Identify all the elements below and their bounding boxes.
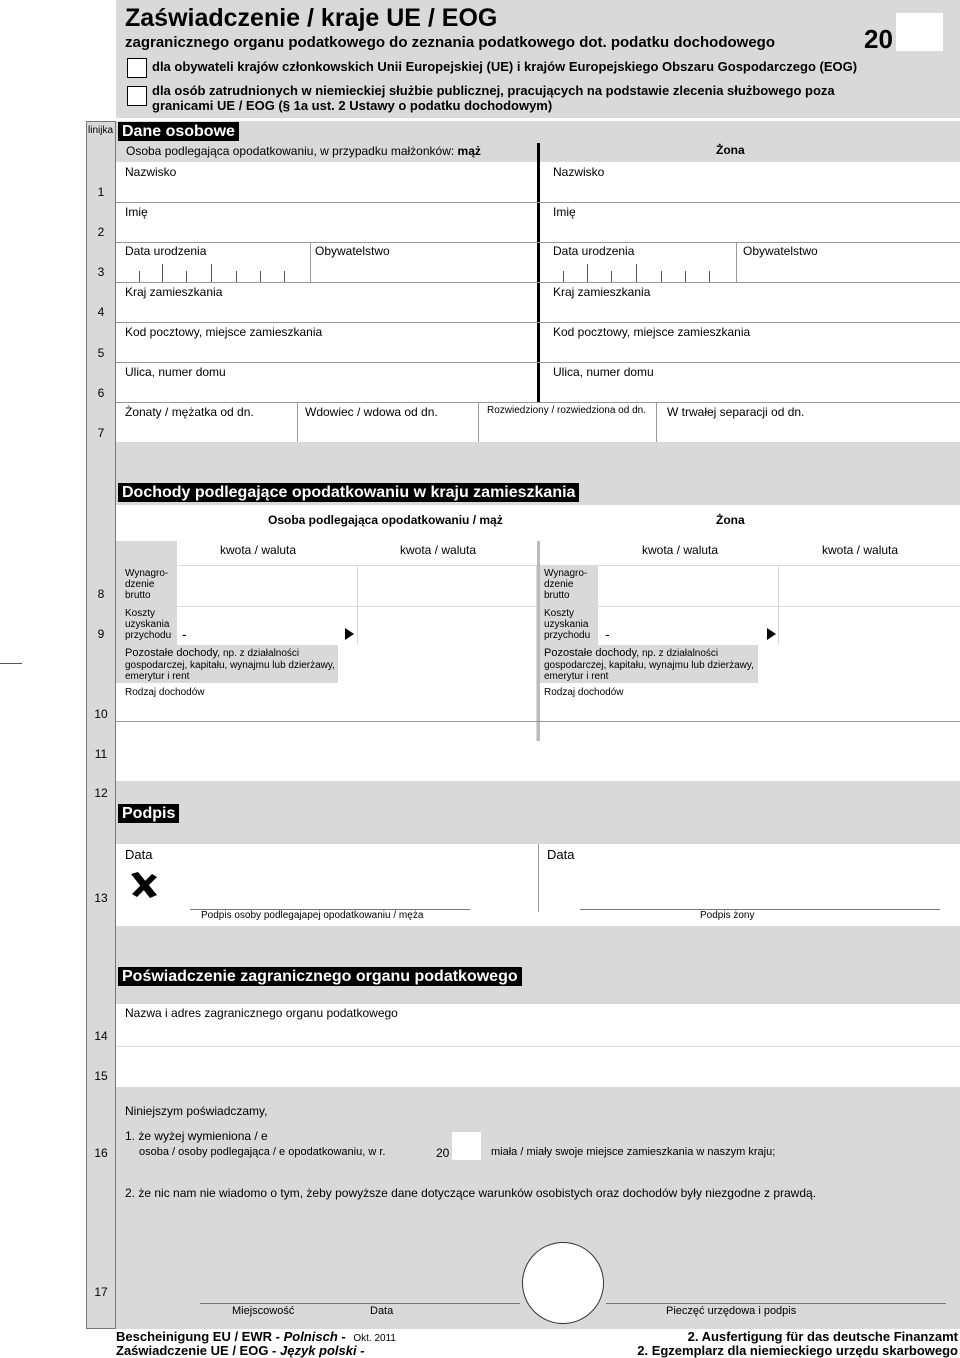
row-number: 12 [94,786,108,800]
costs-currency-input[interactable] [358,607,536,645]
date-tick [186,271,187,282]
divider [310,242,311,282]
date-tick [260,271,261,282]
wife-other-income-label-1 [544,648,718,659]
cert-intro: Niniejszym poświadczamy, [125,1104,268,1118]
row-number: 10 [94,707,108,721]
date-tick [563,271,564,282]
income-center-divider [537,541,540,741]
signature-person-label: Podpis osoby podlegajapej opodatkowaniu / męża [201,910,424,921]
postal-label: Kod pocztowy, miejsce zamieszkania [125,325,323,339]
stamp-circle [522,1242,604,1324]
street-label: Ulica, numer domu [125,365,226,379]
place-field[interactable] [200,1268,350,1302]
row-number: 3 [97,265,105,279]
option-public-service-label-2: granicami UE / EOG (§ 1a ust. 2 Ustawy o podatku dochodowym) [152,98,553,113]
wife-costs-amount-input[interactable] [598,607,778,645]
gross-label-3: brutto [125,590,151,601]
gross-amount-input[interactable] [177,566,357,606]
year-input[interactable] [896,13,943,51]
gross-label-2: dzenie [125,579,155,590]
firstname-label: Imię [125,205,148,219]
costs-label-1: Koszty [125,608,156,619]
tax-office-address-field[interactable] [116,1047,960,1087]
cert-year-prefix: 20 [436,1146,450,1160]
divider [736,242,737,282]
wife-costs-currency-input[interactable] [779,607,960,645]
footer-left-2-italic: Język polski - [280,1343,365,1358]
divider [116,402,960,403]
stamp-line [606,1303,946,1304]
row-number: 7 [97,426,105,440]
wife-income-type-label: Rodzaj dochodów [544,687,624,698]
wife-other-income-bold: Pozostałe dochody, [544,647,640,659]
income-wife-header: Żona [716,513,745,527]
other-income-label-3: emerytur i rent [125,671,190,682]
wife-gross-label-3: brutto [544,590,570,601]
wife-gross-label-2: dzenie [544,579,574,590]
divider [478,402,479,442]
date-tick [587,264,588,282]
divider [116,362,960,363]
wife-other-income-note: np. z działalności [639,648,719,659]
row-number: 9 [97,627,105,641]
footer-right-2: 2. Egzemplarz dla niemieckiego urzędu skarbowego [637,1343,958,1358]
place-label: Miejscowość [232,1305,295,1317]
footer-left-1-text: Bescheinigung EU / EWR - [116,1329,284,1344]
income-row-11[interactable] [116,742,960,780]
wife-signature-line [580,909,940,910]
person-header-text: Osoba podlegająca opodatkowaniu, w przypadku małżonków: [126,144,458,158]
cert-point-2: 2. że nic nam nie wiadomo o tym, żeby powyższe dane dotyczące warunków osobistych oraz dochodów były niezgodne z prawdą. [125,1186,817,1200]
footer-left-1 [116,1329,396,1344]
country-label: Kraj zamieszkania [125,285,223,299]
footer-left-2 [116,1343,365,1358]
amount-header: kwota / waluta [220,543,297,557]
wife-header: Żona [716,143,745,157]
citizenship-label: Obywatelstwo [315,244,390,258]
cert-point-1-line-2: osoba / osoby podlegająca / e opodatkowaniu, w r. [139,1146,386,1158]
wife-gross-amount-input[interactable] [598,566,778,606]
row-number: 1 [97,185,105,199]
divider [116,282,960,283]
date-tick [139,271,140,282]
row-number: 2 [97,225,105,239]
wife-gross-label-1: Wynagro- [544,568,588,579]
date-tick [709,271,710,282]
signature-wife-label: Podpis żony [700,910,755,921]
section-income: Dochody podlegające opodatkowaniu w kraju zamieszkania [118,483,579,502]
date-tick [162,264,163,282]
date-tick [636,264,637,282]
amount-header: kwota / waluta [822,543,899,557]
divorced-label: Rozwiedziony / rozwiedziona od dn. [487,405,646,416]
person-header [126,144,481,158]
wife-other-income-label-3: emerytur i rent [544,671,609,682]
wife-birthdate-label: Data urodzenia [553,244,635,258]
cert-point-1-line-1: 1. że wyżej wymieniona / e [125,1129,268,1143]
divider [116,322,960,323]
income-type-label: Rodzaj dochodów [125,687,205,698]
wife-minus-sign: - [605,626,610,642]
costs-label-2: uzyskania [125,619,170,630]
wife-other-income-input[interactable] [758,645,960,683]
widowed-label: Wdowiec / wdowa od dn. [305,405,438,419]
amount-header: kwota / waluta [400,543,477,557]
minus-sign: - [182,626,187,642]
married-label: Żonaty / mężatka od dn. [125,405,254,419]
other-income-label-2: gospodarczej, kapitału, wynajmu lub dzierżawy, [125,660,335,671]
section-certification: Poświadczenie zagranicznego organu podatkowego [118,967,522,986]
stamp-label: Pieczęć urzędowa i podpis [666,1305,797,1317]
birthdate-label: Data urodzenia [125,244,207,258]
line-column-label: linijka [88,125,114,136]
checkbox-eu-citizens[interactable] [127,58,147,78]
option-public-service-label-1: dla osób zatrudnionych w niemieckiej służbie publicznej, pracujących na podstawie zlecenia służbowego poza [152,83,835,98]
sign-here-icon [128,870,160,900]
divider [656,402,657,442]
divider [538,844,539,912]
costs-amount-input[interactable] [177,607,357,645]
wife-postal-label: Kod pocztowy, miejsce zamieszkania [553,325,751,339]
income-person-header: Osoba podlegająca opodatkowaniu / mąż [268,513,503,527]
footer-right-1: 2. Ausfertigung für das deutsche Finanzamt [687,1329,958,1344]
wife-gross-currency-input[interactable] [779,566,960,606]
divider [116,202,960,203]
footer-left-1-italic: Polnisch - [283,1329,346,1344]
divider [116,721,960,722]
footer-version: Okt. 2011 [353,1333,396,1344]
row-number: 11 [94,747,108,761]
other-income-input[interactable] [338,645,536,683]
date-tick [236,271,237,282]
row-number: 13 [94,891,108,905]
wife-signature-field[interactable] [560,868,940,908]
other-income-note: np. z działalności [220,648,300,659]
date-tick [284,271,285,282]
personal-center-divider [537,143,540,402]
date-tick [211,264,212,282]
option-eu-citizens-label: dla obywateli krajów członkowskich Unii Europejskiej (UE) i krajów Europejskiego Obszaru Gospodarczego (EOG) [152,59,858,74]
wife-costs-label-1: Koszty [544,608,575,619]
wife-street-label: Ulica, numer domu [553,365,654,379]
row-number: 5 [97,346,105,360]
surname-label: Nazwisko [125,165,177,179]
row-number: 14 [94,1029,108,1043]
gross-label-1: Wynagro- [125,568,169,579]
checkbox-public-service[interactable] [127,86,147,106]
other-income-label-1 [125,648,299,659]
row-number: 17 [94,1285,108,1299]
section-signature: Podpis [118,804,179,823]
wife-country-label: Kraj zamieszkania [553,285,651,299]
row-number: 15 [94,1069,108,1083]
cert-point-1-rest: miała / miały swoje miejsce zamieszkania w naszym kraju; [491,1146,776,1158]
other-income-bold: Pozostałe dochody, [125,647,221,659]
arrow-icon [767,628,776,640]
date-tick [685,271,686,282]
wife-citizenship-label: Obywatelstwo [743,244,818,258]
wife-costs-label-3: przychodu [544,630,591,641]
row-number: 6 [97,386,105,400]
wife-firstname-label: Imię [553,205,576,219]
signature-section-bg [116,781,960,844]
signature-date-label: Data [125,847,153,862]
wife-signature-date-label: Data [547,847,575,862]
gross-currency-input[interactable] [358,566,536,606]
cert-date-label: Data [370,1305,394,1317]
row-number: 4 [97,305,105,319]
income-header-row [116,505,960,541]
divider [116,242,960,243]
wife-surname-label: Nazwisko [553,165,605,179]
arrow-icon [345,628,354,640]
wife-other-income-label-2: gospodarczej, kapitału, wynajmu lub dzierżawy, [544,660,754,671]
cert-date-field[interactable] [355,1268,515,1302]
form-subtitle: zagranicznego organu podatkowego do zeznania podatkowego dot. podatku dochodowego [125,34,776,51]
section-personal-data: Dane osobowe [118,122,239,141]
tax-office-name-label: Nazwa i adres zagranicznego organu podatkowego [125,1006,398,1020]
year-prefix: 20 [864,24,893,54]
amount-header: kwota / waluta [642,543,719,557]
costs-label-3: przychodu [125,630,172,641]
signature-field[interactable] [170,868,470,908]
row-number: 16 [94,1146,108,1160]
cert-year-input[interactable] [452,1132,481,1160]
separated-label: W trwałej separacji od dn. [667,405,805,419]
person-header-bold: mąż [457,144,481,158]
place-date-line [200,1303,520,1304]
fold-mark [0,663,22,664]
wife-costs-label-2: uzyskania [544,619,589,630]
form-title: Zaświadczenie / kraje UE / EOG [125,4,498,32]
divider [297,402,298,442]
date-tick [661,271,662,282]
row-number: 8 [97,587,105,601]
date-tick [611,271,612,282]
footer-left-2-text: Zaświadczenie UE / EOG - [116,1343,280,1358]
